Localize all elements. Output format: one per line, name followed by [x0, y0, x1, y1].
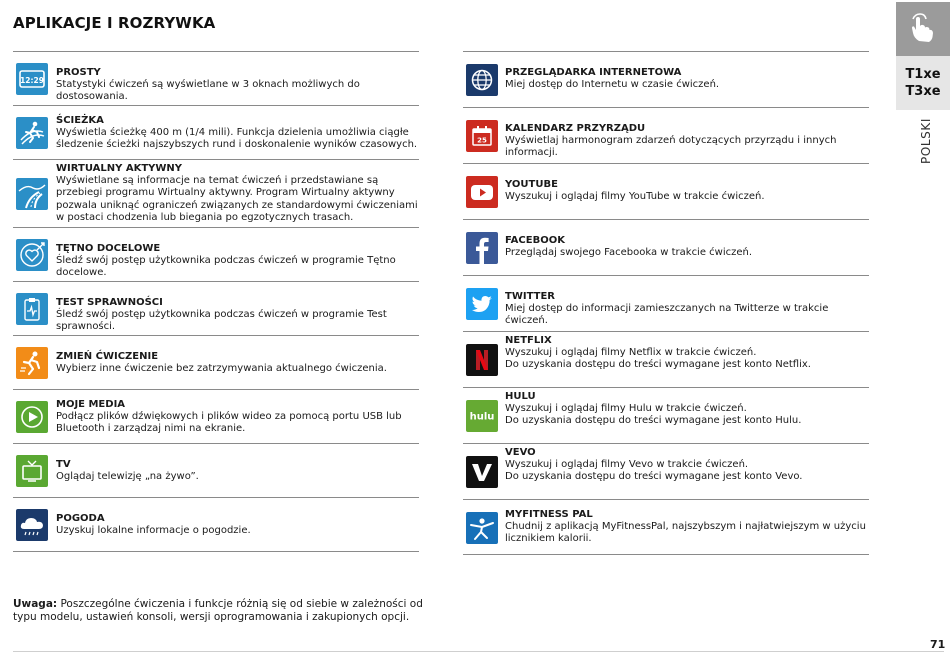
media-play-icon: [16, 401, 48, 433]
model-label: T3xe: [905, 84, 941, 99]
list-item: [13, 281, 419, 335]
myfitnesspal-icon: [466, 512, 498, 544]
item-description: Podłącz plików dźwiękowych i plików wideo za pomocą portu USB lub Bluetooth i zarządzaj nimi na ekranie.: [56, 411, 402, 435]
calendar-day: 25: [477, 136, 487, 145]
item-title: YOUTUBE: [505, 179, 558, 190]
clock-icon: [16, 63, 48, 95]
item-description: Uzyskuj lokalne informacje o pogodzie.: [56, 525, 251, 537]
vevo-icon: [466, 456, 498, 488]
item-title: TEST SPRAWNOŚCI: [56, 297, 163, 308]
item-description: Śledź swój postęp użytkownika podczas ćwiczeń w programie Test sprawności.: [56, 309, 387, 333]
item-title: MYFITNESS PAL: [505, 509, 593, 520]
fitness-test-icon: [16, 293, 48, 325]
item-account-note: Do uzyskania dostępu do treści wymagane jest konto Hulu.: [505, 415, 802, 427]
item-description: Miej dostęp do Internetu w czasie ćwiczeń.: [505, 79, 720, 91]
list-item: [463, 219, 869, 275]
item-account-note: Do uzyskania dostępu do treści wymagane jest konto Vevo.: [505, 471, 803, 483]
item-description: Przeglądaj swojego Facebooka w trakcie ćwiczeń.: [505, 247, 753, 259]
list-item: [463, 275, 869, 331]
item-description: Wybierz inne ćwiczenie bez zatrzymywania aktualnego ćwiczenia.: [56, 363, 387, 375]
bottom-divider: [13, 651, 944, 652]
item-account-note: Do uzyskania dostępu do treści wymagane jest konto Netflix.: [505, 359, 811, 371]
item-description: Wyszukuj i oglądaj filmy Vevo w trakcie ćwiczeń.: [505, 459, 749, 471]
list-item: [13, 389, 419, 443]
item-description: Wyświetla ścieżkę 400 m (1/4 mili). Funkcja dzielenia umożliwia ciągłe śledzenie ścieżki najszybszych rund i doskonalenie wyników czasowych.: [56, 127, 418, 151]
list-item: [13, 227, 419, 281]
item-title: PRZEGLĄDARKA INTERNETOWA: [505, 67, 682, 78]
model-labels: [896, 56, 950, 110]
apps-left-column: [13, 51, 419, 552]
item-description: Miej dostęp do informacji zamieszczanych na Twitterze w trakcie ćwiczeń.: [505, 303, 829, 327]
clock-text: 12:29: [20, 76, 44, 85]
item-title: WIRTUALNY AKTYWNY: [56, 163, 183, 174]
list-item: [463, 499, 869, 555]
hulu-icon: [466, 400, 498, 432]
item-title: POGODA: [56, 513, 105, 524]
list-item: [13, 335, 419, 389]
item-description: Wyszukuj i oglądaj filmy Netflix w trakcie ćwiczeń.: [505, 347, 757, 359]
page-title: APLIKACJE I ROZRYWKA: [13, 14, 216, 32]
page-number: 71: [930, 638, 946, 651]
touch-hand-icon: [896, 2, 950, 56]
facebook-icon: [466, 232, 498, 264]
item-description: Śledź swój postęp użytkownika podczas ćwiczeń w programie Tętno docelowe.: [56, 255, 396, 279]
item-title: MOJE MEDIA: [56, 399, 126, 410]
list-item: [463, 163, 869, 219]
running-track-icon: [16, 117, 48, 149]
item-description: Wyszukuj i oglądaj filmy YouTube w trakcie ćwiczeń.: [505, 191, 765, 203]
item-description: Wyświetlane są informacje na temat ćwiczeń i przedstawiane są przebiegi programu Wirtualny aktywny. Program Wirtualny aktywny pozwala uniknąć ograniczeń związanych ze standardowymi ćwiczeniami w postaci chodzenia lub biegania po egzotycznych trasach.: [56, 175, 418, 223]
note: [13, 598, 433, 624]
calendar-icon: [466, 120, 498, 152]
note-text: Poszczególne ćwiczenia i funkcje różnią się od siebie w zależności od typu modelu, ustawień konsoli, wersji oprogramowania i zakupionych opcji.: [13, 598, 423, 623]
item-title: ŚCIEŻKA: [56, 115, 104, 126]
item-title: PROSTY: [56, 67, 101, 78]
list-item: [463, 51, 869, 107]
apps-right-column: [463, 51, 869, 555]
item-description: Statystyki ćwiczeń są wyświetlane w 3 oknach możliwych do dostosowania.: [56, 79, 360, 103]
item-title: VEVO: [505, 447, 536, 458]
item-description: Wyszukuj i oglądaj filmy Hulu w trakcie ćwiczeń.: [505, 403, 747, 415]
note-label: Uwaga:: [13, 598, 58, 610]
netflix-icon: [466, 344, 498, 376]
globe-icon: [466, 64, 498, 96]
model-side-tab: [896, 2, 950, 110]
language-label-wrap: [919, 118, 943, 164]
list-item: [463, 107, 869, 163]
change-workout-icon: [16, 347, 48, 379]
list-item: [13, 497, 419, 552]
list-item: [13, 51, 419, 105]
model-label: T1xe: [905, 67, 941, 82]
item-description: Chudnij z aplikacją MyFitnessPal, najszybszym i najłatwiejszym w użyciu licznikiem kalorii.: [505, 521, 866, 545]
item-title: ZMIEŃ ĆWICZENIE: [56, 351, 159, 362]
list-item: [463, 387, 869, 443]
item-title: NETFLIX: [505, 335, 552, 346]
item-title: TWITTER: [505, 291, 555, 302]
list-item: [463, 331, 869, 387]
virtual-road-icon: [16, 178, 48, 210]
youtube-icon: [466, 176, 498, 208]
item-description: Oglądaj telewizję „na żywo”.: [56, 471, 199, 483]
item-title: TV: [56, 459, 71, 470]
item-title: HULU: [505, 391, 536, 402]
heart-target-icon: [16, 239, 48, 271]
item-title: TĘTNO DOCELOWE: [56, 243, 161, 254]
language-label: POLSKI: [919, 118, 933, 164]
tv-icon: [16, 455, 48, 487]
weather-cloud-icon: [16, 509, 48, 541]
list-item: [13, 159, 419, 227]
item-title: KALENDARZ PRZYRZĄDU: [505, 123, 646, 134]
item-title: FACEBOOK: [505, 235, 565, 246]
hulu-logo-text: hulu: [469, 411, 495, 423]
twitter-icon: [466, 288, 498, 320]
list-item: [463, 443, 869, 499]
item-description: Wyświetlaj harmonogram zdarzeń dotyczących przyrządu i innych informacji.: [505, 135, 837, 159]
list-item: [13, 105, 419, 159]
list-item: [13, 443, 419, 497]
